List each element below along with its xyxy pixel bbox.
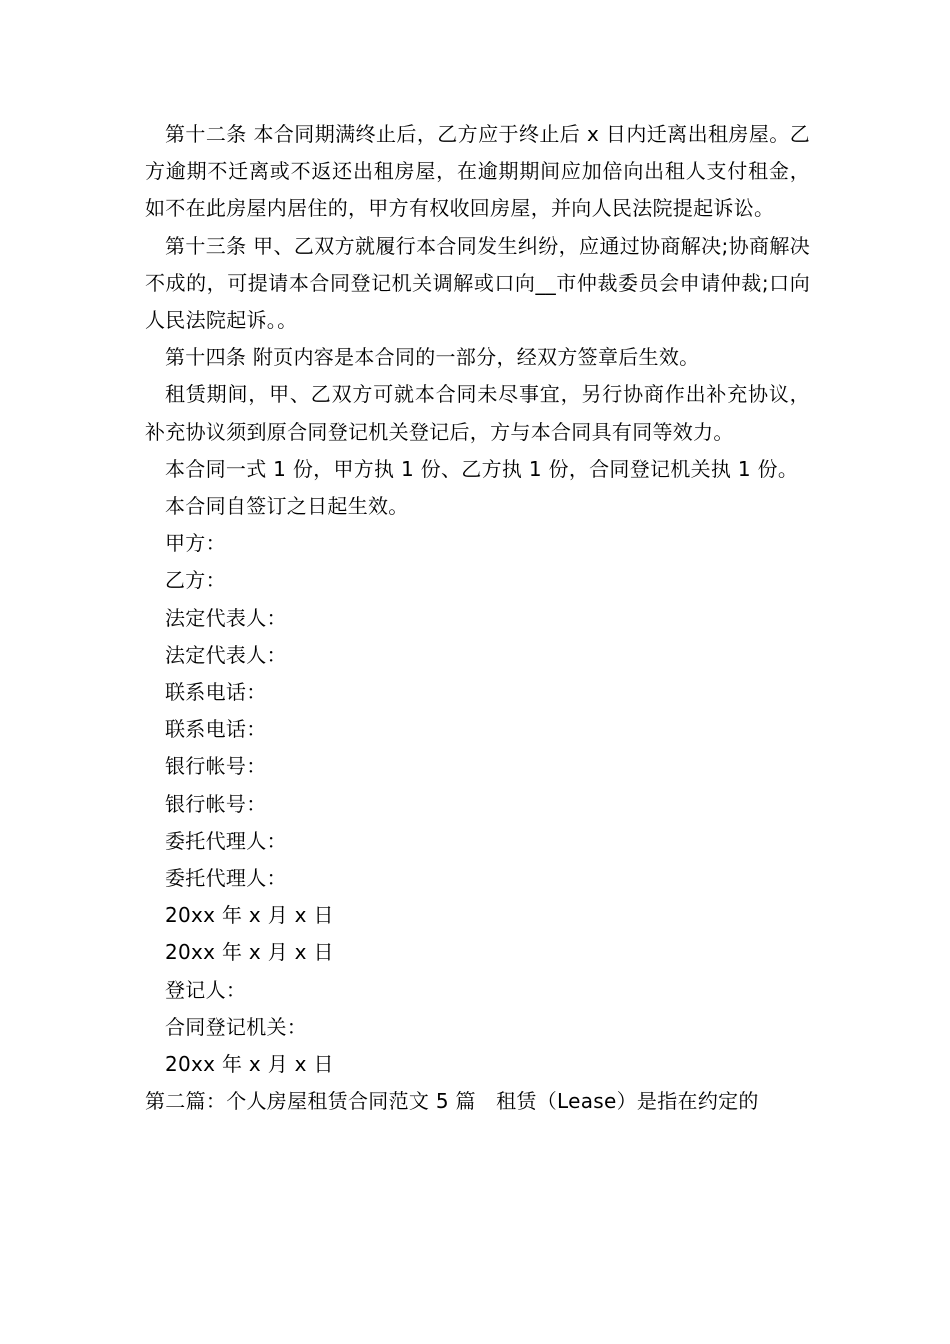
bank-account-b-label: 银行帐号： [165,791,267,816]
supplementary-agreement-paragraph: 租赁期间，甲、乙双方可就本合同未尽事宜，另行协商作出补充协议，补充协议须到原合同登记机关登记后，方与本合同具有同等效力。 [145,382,810,444]
agent-a-label: 委托代理人： [165,828,287,853]
legal-rep-a-label: 法定代表人： [165,605,287,630]
article-12-paragraph: 第十二条 本合同期满终止后，乙方应于终止后 x 日内迁离出租房屋。乙方逾期不迁离或不返还出租房屋，在逾期期间应加倍向出租人支付租金，如不在此房屋内居住的，甲方有权收回房屋，并向人民法院提起诉讼。 [145,122,810,221]
registrar-label: 登记人： [165,977,247,1002]
registration-authority-label: 合同登记机关： [165,1014,308,1039]
legal-rep-b-label: 法定代表人： [165,642,287,667]
party-a-label: 甲方： [165,531,226,556]
effective-line: 本合同自签订之日起生效。 [165,494,409,519]
phone-a-label: 联系电话： [165,680,267,705]
registration-date-line: 20xx 年 x 月 x 日 [165,1052,334,1077]
article-14-paragraph: 第十四条 附页内容是本合同的一部分，经双方签章后生效。 [165,345,700,370]
phone-b-label: 联系电话： [165,717,267,742]
next-section-heading: 第二篇：个人房屋租赁合同范文 5 篇 租赁（Lease）是指在约定的 [145,1089,759,1114]
bank-account-a-label: 银行帐号： [165,754,267,779]
copies-line: 本合同一式 1 份，甲方执 1 份、乙方执 1 份，合同登记机关执 1 份。 [165,456,799,481]
article-13-paragraph: 第十三条 甲、乙双方就履行本合同发生纠纷，应通过协商解决;协商解决不成的，可提请本合同登记机关调解或口向__市仲裁委员会申请仲裁;口向人民法院起诉。。 [145,233,810,333]
document-body [145,116,810,1120]
party-b-label: 乙方： [165,568,226,593]
date-b-line: 20xx 年 x 月 x 日 [165,940,334,965]
agent-b-label: 委托代理人： [165,866,287,891]
date-a-line: 20xx 年 x 月 x 日 [165,903,334,928]
